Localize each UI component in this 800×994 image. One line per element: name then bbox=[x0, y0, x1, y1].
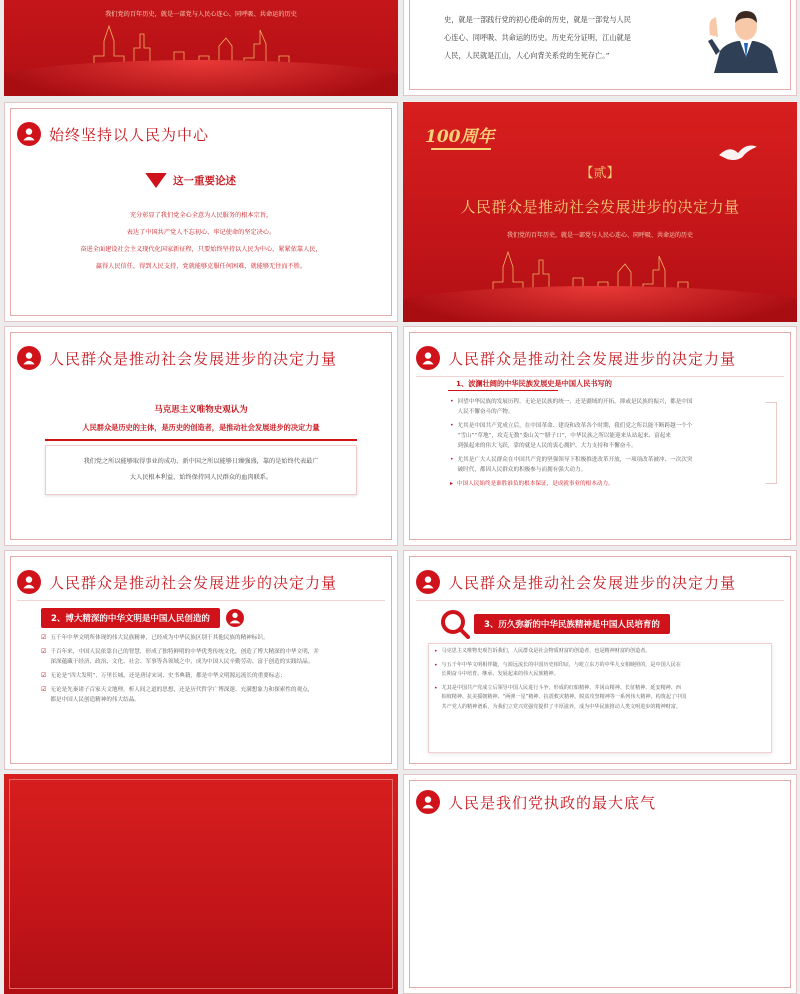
section-label: 2、博大精深的中华文明是中国人民创造的 bbox=[41, 608, 220, 628]
header-rule bbox=[416, 376, 784, 377]
body-line: 赢得人民信任，得到人民支持，党就能够克服任何困难，就能够无往而不胜。 bbox=[95, 263, 307, 270]
slide-2[interactable] bbox=[403, 0, 797, 96]
list-line: 破时代，都因人民群众的积极参与而拥有强大动力。 bbox=[457, 467, 587, 473]
list-line: 五千年中华文明所体现的伟大民族精神，已经成为中华民族区别于其他民族的精神标识。 bbox=[50, 635, 269, 641]
slide-title: 人民群众是推动社会发展进步的决定力量 bbox=[448, 349, 737, 368]
person-icon bbox=[17, 122, 41, 146]
list-item bbox=[434, 684, 768, 713]
slide-header bbox=[17, 343, 337, 373]
conclusion-text: 中国人民始终是谁胜谁负的根本保证，是成就事业的根本动力。 bbox=[457, 481, 614, 487]
list-line: 深深蕴藏于经济、政治、文化、社会、军事等各领域之中，成为中国人民辛勤劳动、富于创造的实践结晶。 bbox=[50, 659, 314, 665]
list-line: 长期奋斗中培育、继承、发展起来的伟大民族精神。 bbox=[441, 671, 559, 677]
bullet-icon: • bbox=[450, 422, 454, 429]
list-line: 尤其是广大人民群众在中国共产党的坚强领导下积极推进改革开放，一项项改革被冲、一次次突 bbox=[457, 457, 693, 463]
list-line: 千百年来，中国人民依靠自己的智慧，形成了独特鲜明的中华优秀传统文化，创造了博大精深的中华文明，并 bbox=[50, 649, 319, 655]
slide-header bbox=[17, 567, 337, 597]
checkbox-icon: ☑ bbox=[41, 648, 47, 655]
list-line: 人民不懈奋斗的产物。 bbox=[457, 409, 514, 415]
list-item bbox=[450, 421, 770, 451]
bullet-list bbox=[41, 633, 381, 709]
slide-header bbox=[416, 787, 656, 817]
heading: 马克思主义唯物史观认为 bbox=[154, 405, 248, 415]
emphasis-rule bbox=[45, 439, 357, 441]
bullet-icon: • bbox=[434, 661, 438, 669]
list-line: 与五千年中华文明相伴随，与源远流长的中国历史相印证，与屹立东方的中华儿女相映照的，是中国人民在 bbox=[441, 661, 681, 668]
list-line: 都是中国人民创造精神的伟大结晶。 bbox=[50, 697, 140, 703]
emphasis-text: 这一重要论述 bbox=[173, 175, 236, 187]
quote-box bbox=[45, 445, 357, 495]
slide-4[interactable] bbox=[403, 102, 797, 322]
triangle-icon bbox=[145, 173, 167, 188]
slide-title: 人民群众是推动社会发展进步的决定力量 bbox=[49, 573, 338, 592]
list-item bbox=[434, 661, 768, 680]
quote-line: 人民，人民就是江山，人心向背关系党的生死存亡。” bbox=[444, 51, 610, 60]
list-line: 无论是“四大发明”，万里长城，还是唐诗宋词、史书典籍，都是中华文明源远流长的重要标志； bbox=[50, 673, 286, 679]
bullet-icon: • bbox=[434, 684, 438, 692]
checkbox-icon: ☑ bbox=[41, 634, 47, 641]
section-title: 人民群众是推动社会发展进步的决定力量 bbox=[460, 198, 740, 216]
header-rule bbox=[416, 600, 784, 601]
list-line: 马克思主义唯物史观告诉我们，人民群众是社会物质财富的创造者，也是精神财富的创造者。 bbox=[441, 648, 651, 654]
section-tag bbox=[440, 609, 670, 639]
red-wave-decoration bbox=[403, 286, 797, 322]
list-line: 尤其是中国共产党成立后，在中国革命、建设和改革各个时期，我们党之所以能不断跨越一个个 bbox=[457, 423, 693, 429]
red-wave-decoration bbox=[4, 60, 398, 96]
bullet-icon: • bbox=[434, 648, 438, 655]
person-icon bbox=[17, 346, 41, 370]
slide-2-text bbox=[444, 11, 631, 65]
slide-5[interactable] bbox=[4, 326, 398, 546]
slide-title: 人民群众是推动社会发展进步的决定力量 bbox=[49, 349, 338, 368]
slide-header bbox=[416, 343, 736, 373]
list-line: “雪山”“草地”，攻克无数“娄山关”“腊子口”，中华民族之所以能迎来从站起来、富起来 bbox=[457, 433, 671, 439]
slide-title: 人民是我们党执政的最大底气 bbox=[448, 793, 657, 812]
bullet-icon: • bbox=[450, 398, 454, 405]
section-number: 【贰】 bbox=[580, 166, 620, 181]
bracket-decoration bbox=[764, 383, 778, 503]
list-item bbox=[450, 455, 770, 475]
slide-3-body bbox=[5, 207, 397, 275]
quote-line: 史，就是一部践行党的初心使命的历史，就是一部党与人民 bbox=[444, 15, 631, 24]
person-icon bbox=[416, 790, 440, 814]
slide-header bbox=[17, 119, 209, 149]
conclusion-item bbox=[450, 479, 770, 489]
centenary-logo: 100周年 bbox=[425, 127, 495, 147]
emphasis-row bbox=[145, 173, 236, 188]
magnifier-icon bbox=[440, 609, 470, 639]
slide-8[interactable] bbox=[403, 550, 797, 770]
section-heading: 1、波澜壮阔的中华民族发展史是中国人民书写的 bbox=[456, 379, 612, 388]
section-underline bbox=[448, 390, 558, 391]
slide-frame bbox=[9, 779, 393, 989]
person-icon bbox=[17, 570, 41, 594]
list-item bbox=[41, 633, 381, 643]
arrow-icon: ▸ bbox=[450, 480, 454, 487]
section-label: 3、历久弥新的中华民族精神是中国人民培育的 bbox=[474, 614, 670, 634]
list-line: 尤其是中国共产党成立后领导中国人民进行斗争，形成的红船精神、井冈山精神、长征精神、延安精神、西 bbox=[441, 684, 681, 691]
box-line: 大人民根本利益，始终保持同人民群众的血肉联系。 bbox=[129, 474, 273, 481]
person-icon bbox=[416, 570, 440, 594]
slide-10[interactable] bbox=[403, 774, 797, 994]
list-item bbox=[434, 647, 768, 657]
header-rule bbox=[17, 600, 385, 601]
list-line: 柏坡精神、抗美援朝精神、“两弹一星”精神、抗震救灾精神、脱贫攻坚精神等一系列伟大精神，构筑起了中国 bbox=[441, 694, 687, 700]
slide-9[interactable] bbox=[4, 774, 398, 994]
bullet-icon: • bbox=[450, 456, 454, 463]
list-item bbox=[41, 671, 381, 681]
businessman-illustration bbox=[706, 0, 786, 73]
list-line: 到强起来的伟大飞跃，靠的就是人民的衷心拥护、大力支持和不懈奋斗。 bbox=[457, 443, 637, 449]
list-item bbox=[41, 647, 381, 667]
person-icon bbox=[416, 346, 440, 370]
people-icon bbox=[226, 609, 244, 627]
dove-icon bbox=[717, 142, 759, 164]
emphasis-text: 人民群众是历史的主体，是历史的创造者，是推动社会发展进步的决定力量 bbox=[82, 423, 320, 432]
slide-1[interactable] bbox=[4, 0, 398, 96]
section-subtitle: 我们党的百年历史，就是一部党与人民心连心、同呼吸、共命运的历史 bbox=[506, 232, 693, 239]
slide-1-subtitle: 我们党的百年历史，就是一部党与人民心连心、同呼吸、共命运的历史 bbox=[105, 11, 297, 18]
logo-underline bbox=[431, 148, 491, 150]
checkbox-icon: ☑ bbox=[41, 686, 47, 693]
box-line: 我们党之所以能够取得事业的成功、新中国之所以能够日臻强盛，靠的是始终代表最广 bbox=[83, 458, 319, 465]
bullet-list bbox=[434, 647, 768, 716]
quote-line: 心连心、同呼吸、共命运的历史。历史充分证明，江山就是 bbox=[444, 33, 631, 42]
slide-6[interactable] bbox=[403, 326, 797, 546]
slide-3[interactable] bbox=[4, 102, 398, 322]
list-item bbox=[41, 685, 381, 705]
section-tag bbox=[41, 608, 244, 628]
list-line: 回望中华民族的发展历程，无论是民族的统一，还是疆域的开拓，抑或是民族的振兴，都是中国 bbox=[457, 399, 693, 405]
slide-7[interactable] bbox=[4, 550, 398, 770]
list-item bbox=[450, 397, 770, 417]
slide-title: 始终坚持以人民为中心 bbox=[49, 125, 210, 144]
bullet-list bbox=[450, 397, 770, 493]
slide-title: 人民群众是推动社会发展进步的决定力量 bbox=[448, 573, 737, 592]
body-line: 表达了中国共产党人不忘初心、牢记使命的坚定决心。 bbox=[126, 229, 276, 236]
slide-header bbox=[416, 567, 736, 597]
list-line: 共产党人的精神谱系，为我们立党兴党强党提供了丰厚滋养，成为中华民族推动人类文明进步的精神财富。 bbox=[441, 703, 681, 710]
list-line: 无论是先秦诸子百家天文地理，析人间之道的思想，还是历代哲学广博深邃、充满想象力和探索性的观点， bbox=[50, 687, 314, 693]
body-line: 充分彰显了我们党全心全意为人民服务的根本宗旨， bbox=[129, 212, 273, 219]
body-line: 奋进全面建设社会主义现代化国家新征程，只要始终坚持以人民为中心，紧紧依靠人民， bbox=[80, 246, 322, 253]
checkbox-icon: ☑ bbox=[41, 672, 47, 679]
